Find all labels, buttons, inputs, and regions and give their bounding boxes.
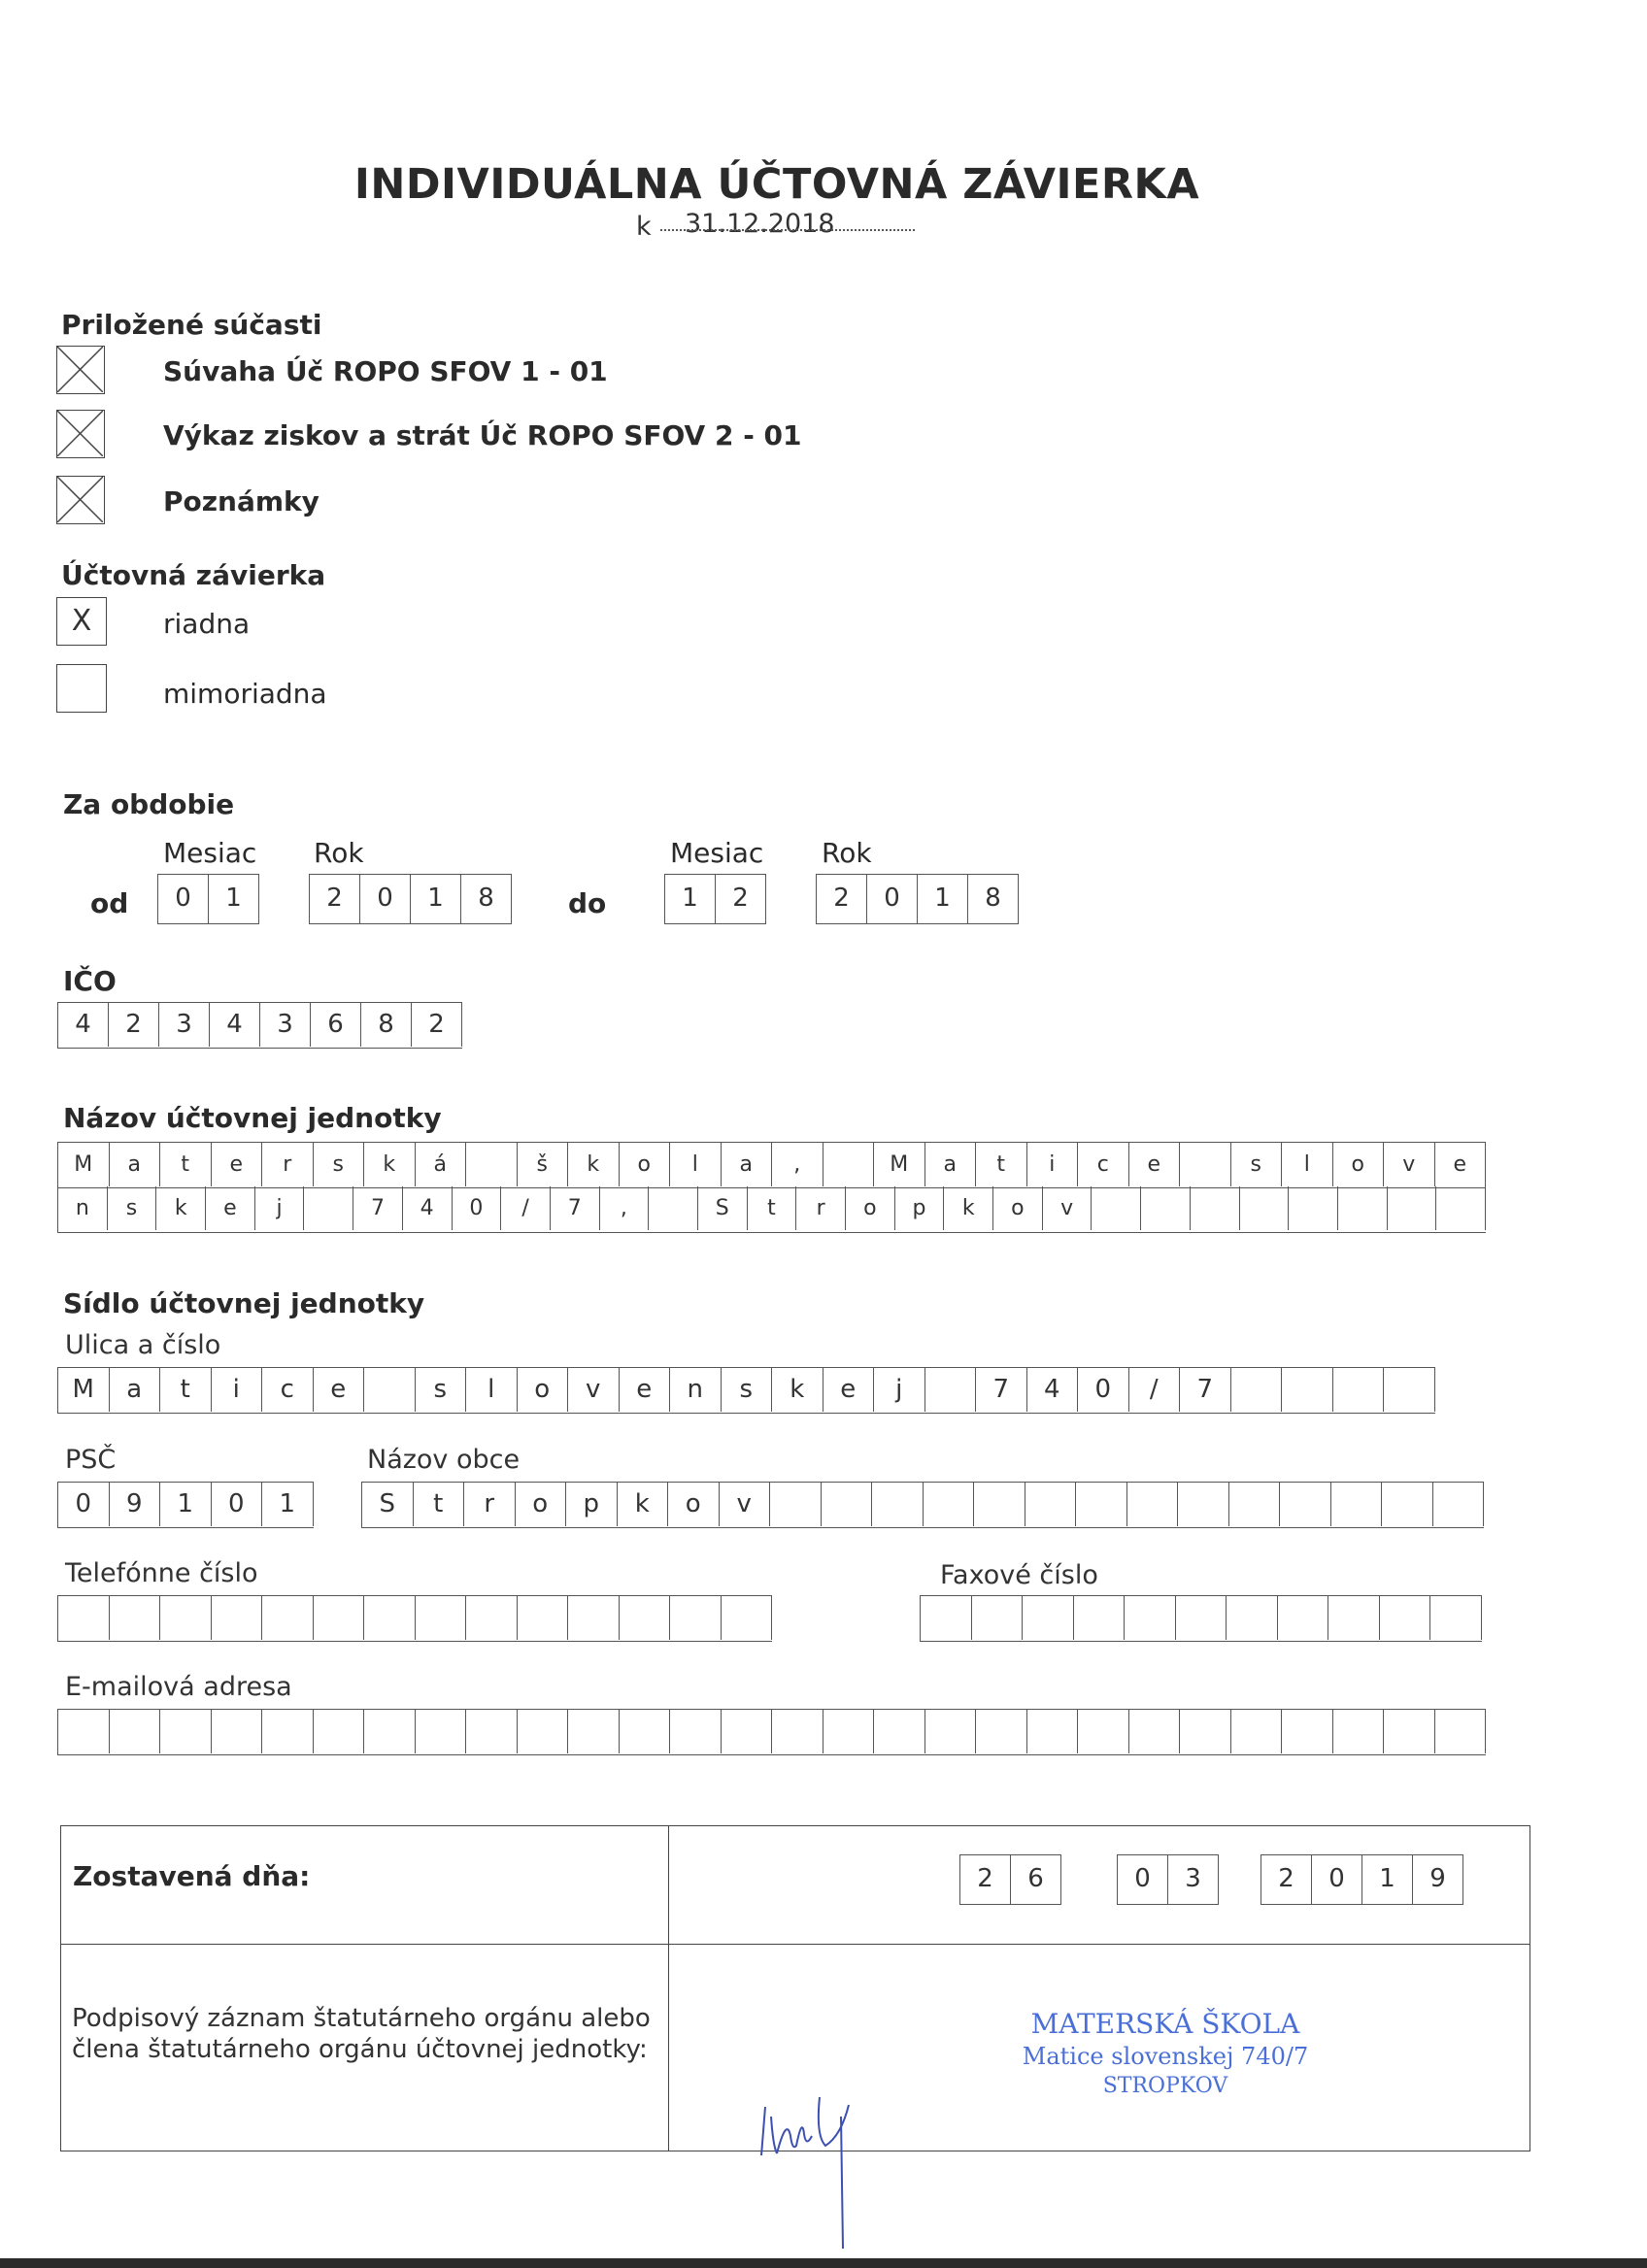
char-cell <box>466 1596 518 1640</box>
char-cell: o <box>668 1483 720 1526</box>
char-cell: k <box>568 1143 620 1186</box>
char-cell <box>518 1596 569 1640</box>
char-cell: t <box>748 1186 797 1230</box>
char-cell: M <box>874 1143 925 1186</box>
char-cell <box>1127 1483 1179 1526</box>
char-cell <box>416 1710 467 1753</box>
char-cell: S <box>362 1483 414 1526</box>
ico-field[interactable] <box>57 1002 462 1049</box>
address-heading: Sídlo účtovnej jednotky <box>63 1287 425 1319</box>
char-cell <box>466 1143 518 1186</box>
digit-cell: 1 <box>665 875 716 923</box>
digit-cell: 2 <box>1261 1855 1312 1904</box>
char-cell <box>1289 1186 1338 1230</box>
char-cell <box>649 1186 698 1230</box>
char-cell <box>772 1710 824 1753</box>
cross-mark-icon <box>57 347 103 392</box>
digit-cell: 8 <box>968 875 1019 923</box>
char-cell <box>976 1710 1027 1753</box>
char-cell: e <box>212 1143 263 1186</box>
char-cell: e <box>1435 1143 1487 1186</box>
char-cell <box>1384 1710 1435 1753</box>
compiled-year-field[interactable] <box>1260 1854 1463 1905</box>
char-cell <box>1176 1596 1227 1640</box>
char-cell <box>58 1596 110 1640</box>
char-cell: e <box>620 1368 671 1412</box>
char-cell: 0 <box>1078 1368 1129 1412</box>
char-cell <box>925 1710 977 1753</box>
char-cell <box>262 1710 314 1753</box>
char-cell: s <box>1231 1143 1283 1186</box>
digit-cell: 6 <box>1011 1855 1061 1904</box>
to-year-label: Rok <box>822 837 872 869</box>
char-cell: k <box>364 1143 416 1186</box>
char-cell <box>670 1710 722 1753</box>
from-year-field[interactable] <box>309 874 512 924</box>
closing-date: 31.12.2018 <box>685 209 835 239</box>
compiled-day-field[interactable] <box>959 1854 1061 1905</box>
char-cell <box>1436 1186 1486 1230</box>
fax-label: Faxové číslo <box>940 1560 1098 1590</box>
char-cell: 0 <box>212 1483 263 1526</box>
cross-mark-icon <box>57 477 103 522</box>
char-cell: c <box>1078 1143 1129 1186</box>
char-cell <box>1388 1186 1437 1230</box>
digit-cell: 1 <box>411 875 461 923</box>
char-cell: 4 <box>210 1003 260 1047</box>
char-cell <box>1282 1368 1333 1412</box>
char-cell: M <box>58 1143 110 1186</box>
to-year-field[interactable] <box>816 874 1019 924</box>
char-cell <box>314 1596 365 1640</box>
char-cell <box>1227 1596 1278 1640</box>
city-label: Názov obce <box>367 1445 521 1475</box>
char-cell: 0 <box>58 1483 110 1526</box>
psc-label: PSČ <box>65 1445 117 1475</box>
unit-name-heading: Názov účtovnej jednotky <box>63 1102 442 1134</box>
period-from-label: od <box>90 887 129 919</box>
char-cell <box>1240 1186 1290 1230</box>
digit-cell: 0 <box>158 875 209 923</box>
char-cell <box>1433 1483 1485 1526</box>
signature-drawing <box>748 2078 884 2252</box>
char-cell <box>364 1710 416 1753</box>
period-heading: Za obdobie <box>63 788 235 820</box>
char-cell: i <box>1027 1143 1079 1186</box>
digit-cell: 3 <box>1168 1855 1219 1904</box>
char-cell <box>1231 1368 1283 1412</box>
digit-cell: 0 <box>360 875 411 923</box>
closing-extraordinary-checkbox[interactable] <box>56 664 107 713</box>
digit-cell: 1 <box>1362 1855 1413 1904</box>
digit-cell: 2 <box>817 875 867 923</box>
closing-regular-checkbox[interactable]: X <box>56 597 107 646</box>
char-cell: p <box>566 1483 618 1526</box>
char-cell: j <box>255 1186 305 1230</box>
char-cell: l <box>466 1368 518 1412</box>
char-cell <box>364 1368 416 1412</box>
char-cell <box>1076 1483 1127 1526</box>
char-cell <box>568 1596 620 1640</box>
char-cell: 1 <box>160 1483 212 1526</box>
char-cell: o <box>846 1186 895 1230</box>
digit-cell: 8 <box>461 875 512 923</box>
signature-label-line-2: člena štatutárneho orgánu účtovnej jednotky: <box>72 2035 648 2064</box>
signature-label-line-1: Podpisový záznam štatutárneho orgánu alebo <box>72 2004 651 2033</box>
char-cell: , <box>600 1186 650 1230</box>
phone-label: Telefónne číslo <box>65 1558 258 1588</box>
digit-cell: 1 <box>209 875 259 923</box>
char-cell: s <box>314 1143 365 1186</box>
char-cell: e <box>206 1186 255 1230</box>
stamp-line-3: STROPKOV <box>1102 2074 1228 2098</box>
char-cell <box>1180 1710 1231 1753</box>
char-cell <box>1328 1596 1380 1640</box>
attachment-label-income: Výkaz ziskov a strát Úč ROPO SFOV 2 - 01 <box>163 419 802 451</box>
char-cell <box>872 1483 924 1526</box>
char-cell: e <box>314 1368 365 1412</box>
char-cell <box>722 1710 773 1753</box>
char-cell: v <box>720 1483 771 1526</box>
phone-field[interactable] <box>57 1595 772 1642</box>
char-cell <box>1331 1483 1383 1526</box>
char-cell: o <box>1333 1143 1385 1186</box>
char-cell <box>1092 1186 1141 1230</box>
ico-heading: IČO <box>63 965 117 997</box>
char-cell: t <box>160 1143 212 1186</box>
char-cell: / <box>1129 1368 1181 1412</box>
digit-cell: 0 <box>1312 1855 1362 1904</box>
compiled-date-label: Zostavená dňa: <box>73 1860 311 1892</box>
char-cell: 7 <box>976 1368 1027 1412</box>
page-bottom-edge <box>0 2258 1647 2268</box>
char-cell <box>1229 1483 1281 1526</box>
char-cell <box>1231 1710 1283 1753</box>
char-cell: k <box>944 1186 993 1230</box>
char-cell: l <box>670 1143 722 1186</box>
char-cell: a <box>722 1143 773 1186</box>
char-cell <box>924 1483 975 1526</box>
char-cell: t <box>976 1143 1027 1186</box>
street-label: Ulica a číslo <box>65 1330 221 1360</box>
char-cell <box>1280 1483 1331 1526</box>
digit-cell: 9 <box>1413 1855 1463 1904</box>
from-year-label: Rok <box>314 837 364 869</box>
attachments-heading: Priložené súčasti <box>61 309 322 341</box>
char-cell: k <box>156 1186 206 1230</box>
char-cell: o <box>518 1368 569 1412</box>
char-cell <box>670 1596 722 1640</box>
char-cell <box>1125 1596 1176 1640</box>
char-cell <box>212 1710 263 1753</box>
char-cell <box>1380 1596 1431 1640</box>
char-cell: 2 <box>412 1003 462 1047</box>
char-cell <box>212 1596 263 1640</box>
char-cell <box>416 1596 467 1640</box>
char-cell: p <box>895 1186 945 1230</box>
attachment-checkbox-income[interactable] <box>56 410 105 458</box>
digit-cell: 0 <box>867 875 918 923</box>
period-to-label: do <box>568 887 607 919</box>
char-cell: o <box>620 1143 671 1186</box>
char-cell <box>1338 1186 1388 1230</box>
char-cell <box>1333 1710 1385 1753</box>
char-cell: 0 <box>453 1186 502 1230</box>
stamp-line-1: MATERSKÁ ŠKOLA <box>1030 2008 1300 2040</box>
table-divider-horizontal <box>60 1944 1530 1945</box>
char-cell <box>110 1710 161 1753</box>
char-cell <box>1430 1596 1482 1640</box>
char-cell: 3 <box>159 1003 210 1047</box>
char-cell: a <box>925 1143 977 1186</box>
char-cell: l <box>1282 1143 1333 1186</box>
char-cell <box>262 1596 314 1640</box>
psc-field[interactable] <box>57 1482 314 1528</box>
digit-cell: 2 <box>960 1855 1011 1904</box>
char-cell: 4 <box>58 1003 109 1047</box>
char-cell: s <box>108 1186 157 1230</box>
char-cell <box>518 1710 569 1753</box>
fax-field[interactable] <box>920 1595 1482 1642</box>
char-cell: 8 <box>361 1003 412 1047</box>
char-cell: i <box>212 1368 263 1412</box>
char-cell: n <box>670 1368 722 1412</box>
char-cell: r <box>262 1143 314 1186</box>
char-cell <box>110 1596 161 1640</box>
char-cell <box>1435 1710 1487 1753</box>
char-cell <box>1023 1596 1074 1640</box>
char-cell <box>921 1596 972 1640</box>
char-cell <box>314 1710 365 1753</box>
char-cell <box>972 1596 1024 1640</box>
attachment-checkbox-notes[interactable] <box>56 476 105 524</box>
closing-extraordinary-label: mimoriadna <box>163 678 327 710</box>
char-cell: j <box>874 1368 925 1412</box>
digit-cell: 0 <box>1118 1855 1168 1904</box>
char-cell: r <box>464 1483 516 1526</box>
table-divider-vertical <box>668 1825 669 2151</box>
char-cell: 4 <box>1027 1368 1079 1412</box>
char-cell <box>364 1596 416 1640</box>
char-cell: 6 <box>311 1003 361 1047</box>
char-cell <box>974 1483 1025 1526</box>
unit-name-row-1[interactable] <box>57 1142 1486 1188</box>
city-field[interactable] <box>361 1482 1484 1528</box>
to-month-label: Mesiac <box>670 837 764 869</box>
char-cell <box>1025 1483 1077 1526</box>
char-cell: s <box>722 1368 773 1412</box>
attachment-label-notes: Poznámky <box>163 485 319 517</box>
char-cell <box>1191 1186 1240 1230</box>
char-cell <box>770 1483 822 1526</box>
char-cell: n <box>58 1186 108 1230</box>
char-cell: v <box>1384 1143 1435 1186</box>
char-cell: t <box>414 1483 465 1526</box>
char-cell <box>58 1710 110 1753</box>
char-cell <box>1078 1710 1129 1753</box>
char-cell: a <box>110 1143 161 1186</box>
char-cell: M <box>58 1368 110 1412</box>
digit-cell: 2 <box>310 875 360 923</box>
attachment-label-balance: Súvaha Úč ROPO SFOV 1 - 01 <box>163 355 608 387</box>
closing-type-heading: Účtovná závierka <box>61 559 326 591</box>
char-cell: / <box>501 1186 551 1230</box>
char-cell <box>824 1710 875 1753</box>
char-cell: 9 <box>110 1483 161 1526</box>
from-month-label: Mesiac <box>163 837 257 869</box>
to-month-field[interactable] <box>664 874 766 924</box>
char-cell <box>160 1596 212 1640</box>
digit-cell: 2 <box>716 875 766 923</box>
attachment-checkbox-balance[interactable] <box>56 346 105 394</box>
char-cell: 4 <box>403 1186 453 1230</box>
char-cell <box>304 1186 353 1230</box>
email-label: E-mailová adresa <box>65 1672 292 1702</box>
char-cell <box>874 1710 925 1753</box>
char-cell: 7 <box>1180 1368 1231 1412</box>
char-cell <box>925 1368 977 1412</box>
stamp-line-2: Matice slovenskej 740/7 <box>1022 2043 1309 2070</box>
char-cell: c <box>262 1368 314 1412</box>
char-cell: o <box>993 1186 1043 1230</box>
char-cell <box>824 1143 875 1186</box>
char-cell <box>1382 1483 1433 1526</box>
char-cell: e <box>824 1368 875 1412</box>
char-cell <box>1141 1186 1191 1230</box>
digit-cell: 1 <box>918 875 968 923</box>
char-cell <box>1027 1710 1079 1753</box>
char-cell <box>822 1483 873 1526</box>
char-cell <box>1384 1368 1435 1412</box>
char-cell <box>1178 1483 1229 1526</box>
char-cell <box>568 1710 620 1753</box>
char-cell <box>620 1596 671 1640</box>
char-cell: , <box>772 1143 824 1186</box>
char-cell <box>466 1710 518 1753</box>
char-cell: á <box>416 1143 467 1186</box>
closing-regular-label: riadna <box>163 608 251 640</box>
char-cell: k <box>772 1368 824 1412</box>
char-cell: k <box>618 1483 669 1526</box>
from-month-field[interactable] <box>157 874 259 924</box>
char-cell: t <box>160 1368 212 1412</box>
char-cell <box>1282 1710 1333 1753</box>
date-dotted-line <box>660 229 915 231</box>
char-cell: 1 <box>262 1483 314 1526</box>
char-cell: v <box>1043 1186 1092 1230</box>
char-cell <box>620 1710 671 1753</box>
char-cell: s <box>416 1368 467 1412</box>
char-cell: 3 <box>260 1003 311 1047</box>
char-cell <box>1129 1710 1181 1753</box>
unit-name-row-2[interactable] <box>57 1186 1486 1233</box>
char-cell <box>1333 1368 1385 1412</box>
document-title: INDIVIDUÁLNA ÚČTOVNÁ ZÁVIERKA <box>353 160 1200 209</box>
char-cell: e <box>1129 1143 1181 1186</box>
char-cell: v <box>568 1368 620 1412</box>
char-cell: 7 <box>353 1186 403 1230</box>
char-cell <box>722 1596 773 1640</box>
char-cell: š <box>518 1143 569 1186</box>
char-cell <box>1180 1143 1231 1186</box>
street-field[interactable] <box>57 1367 1435 1414</box>
char-cell <box>1074 1596 1126 1640</box>
char-cell <box>1278 1596 1329 1640</box>
char-cell: 2 <box>109 1003 159 1047</box>
char-cell <box>160 1710 212 1753</box>
email-field[interactable] <box>57 1709 1486 1755</box>
char-cell: o <box>516 1483 567 1526</box>
char-cell: a <box>110 1368 161 1412</box>
compiled-month-field[interactable] <box>1117 1854 1219 1905</box>
date-prefix: k <box>636 212 652 242</box>
char-cell: S <box>698 1186 748 1230</box>
char-cell: 7 <box>551 1186 600 1230</box>
cross-mark-icon <box>57 411 103 456</box>
char-cell: r <box>796 1186 846 1230</box>
